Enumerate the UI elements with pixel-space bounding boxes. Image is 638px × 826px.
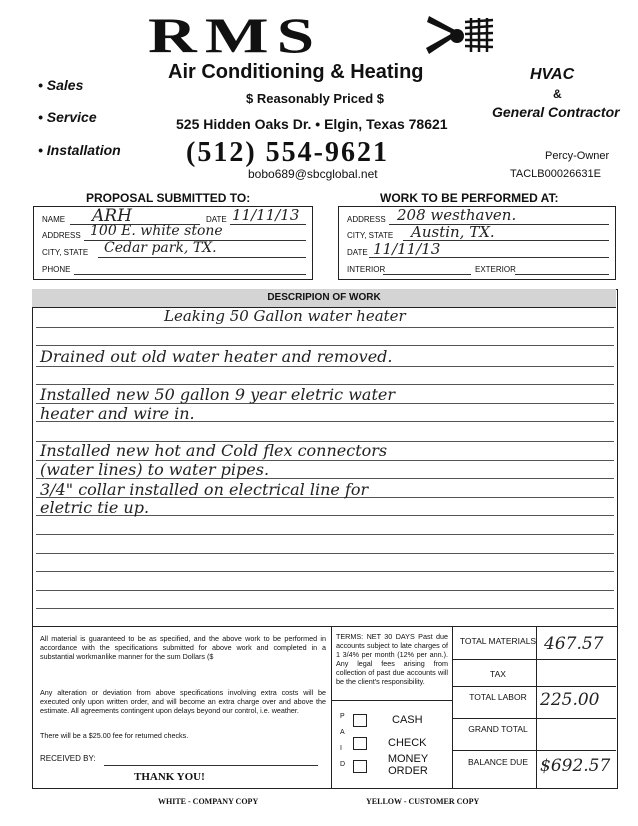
work-line-2: Drained out old water heater and removed.: [40, 347, 393, 366]
yellow-copy-label: YELLOW - CUSTOMER COPY: [366, 797, 480, 806]
work-date: 11/11/13: [373, 240, 441, 258]
cash-checkbox[interactable]: [353, 714, 367, 727]
company-phone: (512) 554-9621: [186, 137, 389, 168]
license-number: TACLB00026631E: [510, 168, 601, 180]
service-installation: • Installation: [38, 142, 121, 158]
work-heading: WORK TO BE PERFORMED AT:: [380, 191, 559, 205]
total-labor-label: TOTAL LABOR: [469, 692, 527, 702]
total-materials-value: 467.57: [544, 634, 604, 654]
work-date-label: DATE: [347, 248, 368, 257]
exterior-label: EXTERIOR: [475, 265, 516, 274]
phone-label: PHONE: [42, 265, 71, 274]
net-terms-text: TERMS: NET 30 DAYS Past due accounts subject to late charges of 1 3/4% per month (12% per ann.). Any legal fees arising from collection of past due accounts will be the client's responsibility.: [336, 632, 448, 686]
balance-due-label: BALANCE DUE: [468, 757, 528, 767]
work-address: 208 westhaven.: [397, 206, 517, 224]
work-line-8: eletric tie up.: [40, 498, 150, 517]
proposal-date: 11/11/13: [232, 206, 300, 224]
grand-total-label: GRAND TOTAL: [468, 724, 528, 734]
paid-letter-d: D: [340, 761, 346, 768]
company-logo: RMS: [148, 7, 323, 63]
city-state-label: CITY, STATE: [42, 248, 89, 257]
general-contractor-label: General Contractor: [492, 104, 620, 120]
client-address: 100 E. white stone: [90, 223, 223, 239]
work-city: Austin, TX.: [411, 223, 495, 241]
address-label: ADDRESS: [42, 231, 81, 240]
cash-label: CASH: [392, 714, 423, 726]
paid-letter-p: P: [340, 713, 345, 720]
name-label: NAME: [42, 215, 66, 224]
total-materials-label: TOTAL MATERIALS: [459, 636, 537, 646]
work-line-6: (water lines) to water pipes.: [40, 460, 270, 479]
paid-letter-i: I: [340, 745, 342, 752]
check-checkbox[interactable]: [353, 737, 367, 750]
interior-label: INTERIOR: [347, 265, 386, 274]
guarantee-text: All material is guaranteed to be as specified, and the above work to be performed in accordance with the specifications submitted for above work and completed in a substantial workmanlike manner for the sum Dollars ($: [40, 634, 326, 661]
work-line-5: Installed new hot and Cold flex connectors: [40, 441, 388, 460]
ampersand: &: [553, 87, 562, 101]
paid-letter-a: A: [340, 729, 345, 736]
tax-label: TAX: [490, 669, 506, 679]
alteration-text: Any alteration or deviation from above specifications involving extra costs will be executed only upon written order, and will become an extra charge over and above the estimate. All agreements contingent upon delays beyond our control, i.e. weather.: [40, 688, 326, 715]
returned-check-text: There will be a $25.00 fee for returned checks.: [40, 731, 189, 740]
work-city-label: CITY, STATE: [347, 231, 394, 240]
total-labor-value: 225.00: [540, 690, 600, 710]
proposal-heading: PROPOSAL SUBMITTED TO:: [86, 191, 251, 205]
date-label: DATE: [206, 215, 227, 224]
owner-label: Percy-Owner: [545, 150, 610, 162]
proposal-box: [33, 206, 313, 280]
company-name: Air Conditioning & Heating: [168, 61, 424, 83]
company-email: bobo689@sbcglobal.net: [248, 167, 378, 181]
service-service: • Service: [38, 109, 97, 125]
balance-due-value: $692.57: [540, 756, 611, 776]
work-address-label: ADDRESS: [347, 215, 386, 224]
client-name: ARH: [92, 206, 132, 226]
client-city: Cedar park, TX.: [104, 240, 217, 256]
work-line-4: heater and wire in.: [40, 404, 195, 423]
thank-you: THANK YOU!: [134, 771, 205, 783]
company-address: 525 Hidden Oaks Dr. • Elgin, Texas 78621: [176, 116, 448, 132]
work-line-3: Installed new 50 gallon 9 year eletric water: [40, 385, 395, 404]
work-line-7: 3/4" collar installed on electrical line for: [40, 480, 369, 499]
money-order-label: MONEY ORDER: [387, 753, 429, 777]
work-line-1: Leaking 50 Gallon water heater: [164, 307, 406, 325]
check-label: CHECK: [388, 737, 427, 749]
fan-logo-icon: [425, 14, 495, 58]
received-by-label: RECEIVED BY:: [40, 754, 96, 763]
work-box: [338, 206, 616, 280]
money-order-checkbox[interactable]: [353, 760, 367, 773]
tagline: $ Reasonably Priced $: [246, 91, 385, 106]
service-sales: • Sales: [38, 77, 84, 93]
white-copy-label: WHITE - COMPANY COPY: [158, 797, 259, 806]
hvac-label: HVAC: [530, 66, 575, 83]
description-heading: DESCRIPION OF WORK: [32, 289, 616, 308]
